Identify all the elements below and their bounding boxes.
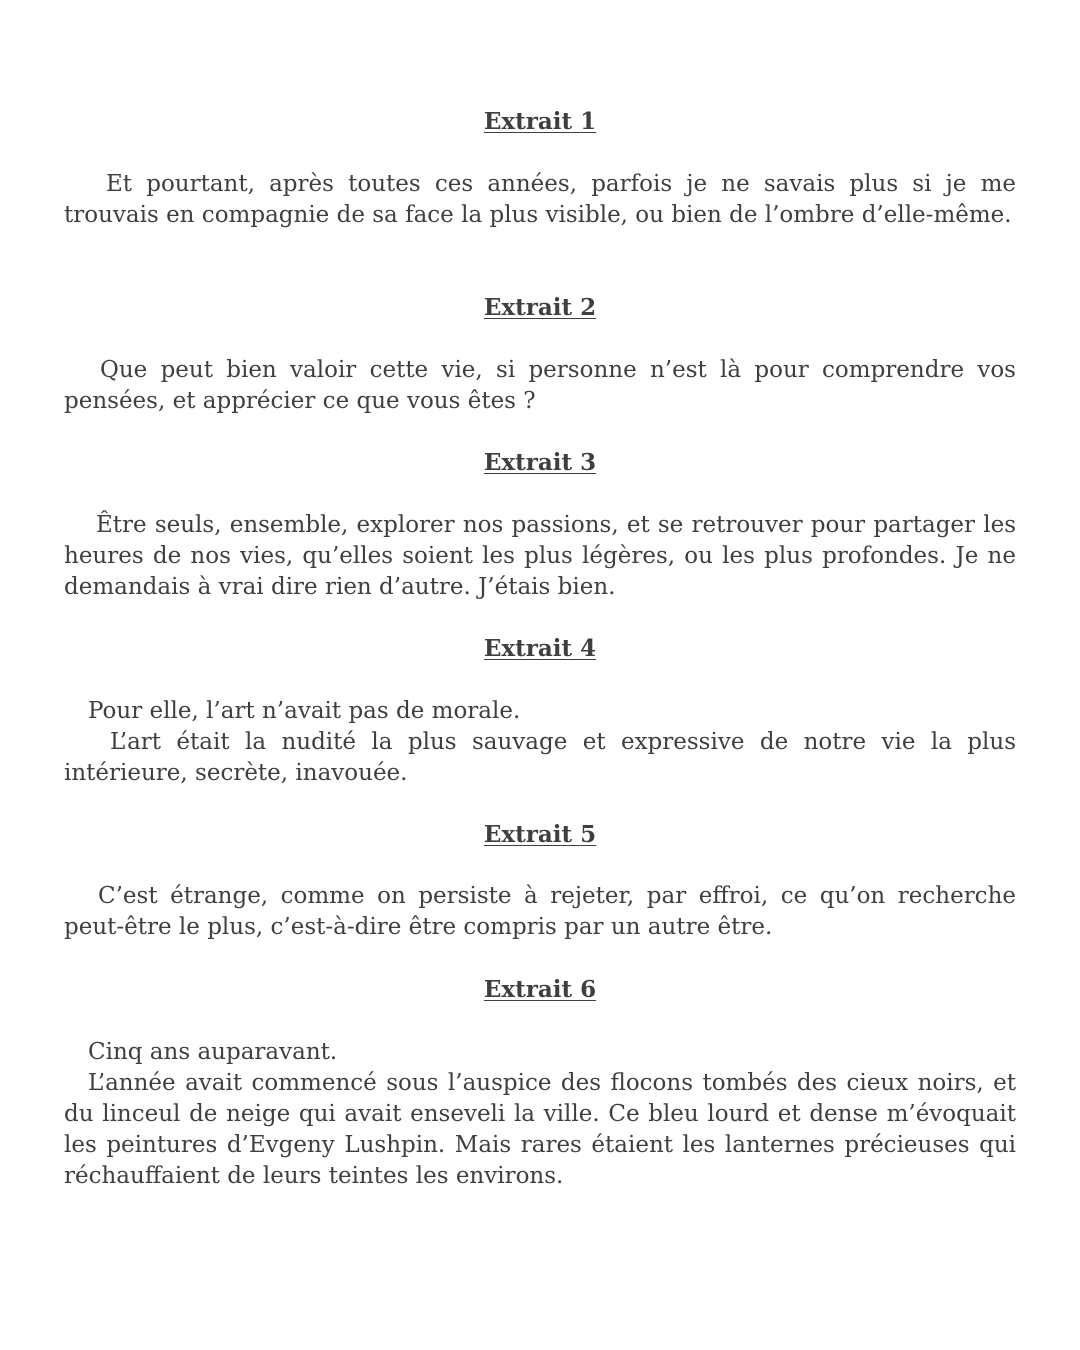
extract-3-paragraph-1: Être seuls, ensemble, explorer nos passions, et se retrouver pour partager les heures de nos vies, qu’elles soient les plus légères, ou les plus profondes. Je ne demandais à vrai dire rien d’autre. J’étais bien. (64, 512, 1016, 600)
extract-4-paragraph-1: Pour elle, l’art n’avait pas de morale. (88, 698, 521, 724)
document-page (64, 0, 1016, 1350)
extract-6-paragraph-2: L’année avait commencé sous l’auspice des flocons tombés des cieux noirs, et du linceul de neige qui avait enseveli la ville. Ce bleu lourd et dense m’évoquait les peintures d’Evgeny Lushpin. Mais rares étaient les lanternes précieuses qui réchauffaient de leurs teintes les environs. (64, 1070, 1016, 1189)
extract-1-title: Extrait 1 (483, 108, 597, 135)
extract-2-title: Extrait 2 (483, 294, 597, 321)
extract-1-paragraph-1: Et pourtant, après toutes ces années, parfois je ne savais plus si je me trouvais en compagnie de sa face la plus visible, ou bien de l’ombre d’elle-même. (64, 171, 1016, 228)
extract-2-paragraph-1: Que peut bien valoir cette vie, si personne n’est là pour comprendre vos pensées, et apprécier ce que vous êtes ? (64, 357, 1016, 414)
extract-5-paragraph-1: C’est étrange, comme on persiste à rejeter, par effroi, ce qu’on recherche peut-être le plus, c’est-à-dire être compris par un autre être. (64, 883, 1016, 940)
extract-4-title: Extrait 4 (483, 635, 597, 662)
extract-5-title: Extrait 5 (483, 821, 597, 848)
extract-6-title: Extrait 6 (483, 976, 597, 1003)
extract-6-paragraph-1: Cinq ans auparavant. (88, 1039, 338, 1065)
extract-3-title: Extrait 3 (483, 449, 597, 476)
extract-4-paragraph-2: L’art était la nudité la plus sauvage et expressive de notre vie la plus intérieure, secrète, inavouée. (64, 729, 1016, 786)
